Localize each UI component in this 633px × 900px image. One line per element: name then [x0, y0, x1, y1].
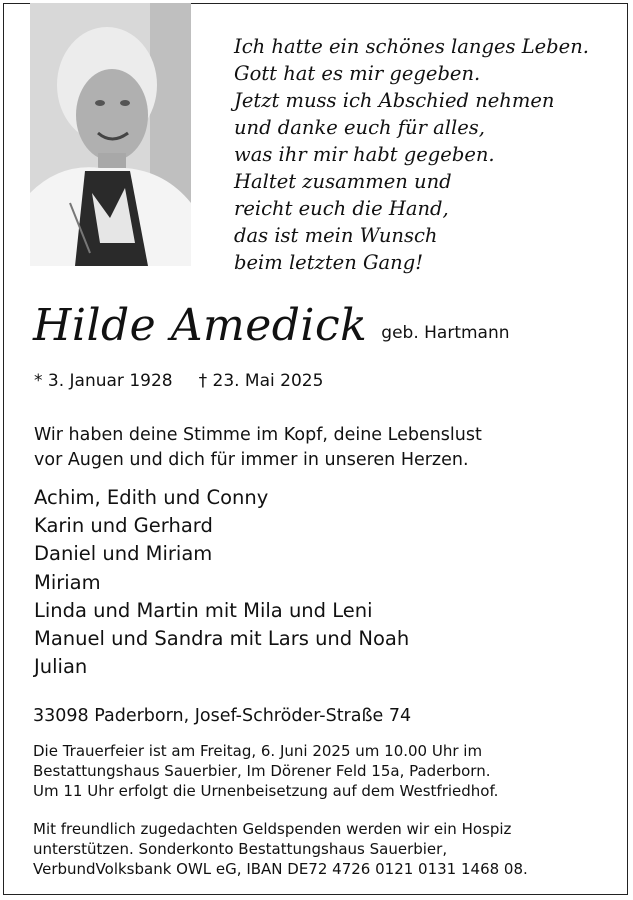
ceremony-line: Die Trauerfeier ist am Freitag, 6. Juni 2025 um 10.00 Uhr im — [33, 742, 483, 760]
portrait-photo — [30, 3, 191, 266]
family-member: Achim, Edith und Conny — [34, 486, 269, 509]
ceremony-notice — [33, 741, 618, 801]
donation-line: VerbundVolksbank OWL eG, IBAN DE72 4726 0121 0131 1468 08. — [33, 860, 528, 878]
family-list — [34, 484, 409, 681]
birth-date: * 3. Januar 1928 — [34, 371, 173, 391]
poem — [234, 33, 614, 276]
motto-line: Wir haben deine Stimme im Kopf, deine Lebenslust — [34, 425, 482, 445]
maiden-name: geb. Hartmann — [381, 323, 510, 343]
deceased-name: Hilde Amedick — [33, 300, 368, 351]
ceremony-line: Um 11 Uhr erfolgt die Urnenbeisetzung auf dem Westfriedhof. — [33, 782, 499, 800]
poem-line: beim letzten Gang! — [234, 251, 424, 274]
donation-line: Mit freundlich zugedachten Geldspenden werden wir ein Hospiz — [33, 820, 512, 838]
family-member: Julian — [34, 655, 88, 679]
poem-line: und danke euch für alles, — [234, 116, 485, 139]
poem-line: das ist mein Wunsch — [234, 224, 438, 247]
family-member: Miriam — [34, 570, 101, 594]
ceremony-line: Bestattungshaus Sauerbier, Im Dörener Feld 15a, Paderborn. — [33, 762, 491, 780]
poem-line: Ich hatte ein schönes langes Leben. — [234, 35, 589, 58]
poem-line: reicht euch die Hand, — [234, 197, 449, 220]
life-dates — [34, 371, 323, 391]
motto-line: vor Augen und dich für immer in unseren Herzen. — [34, 450, 469, 470]
donation-notice — [33, 819, 618, 879]
donation-line: unterstützen. Sonderkonto Bestattungshaus Sauerbier, — [33, 840, 448, 858]
address: 33098 Paderborn, Josef-Schröder-Straße 74 — [33, 706, 412, 726]
family-member: Karin und Gerhard — [34, 514, 213, 538]
poem-line: was ihr mir habt gegeben. — [234, 143, 495, 166]
family-member: Linda und Martin mit Mila und Leni — [34, 598, 373, 622]
motto — [34, 423, 614, 473]
name-row — [33, 298, 510, 354]
family-member: Daniel und Miriam — [34, 542, 213, 566]
death-date: † 23. Mai 2025 — [198, 371, 324, 391]
poem-line: Jetzt muss ich Abschied nehmen — [234, 89, 555, 112]
poem-line: Haltet zusammen und — [234, 170, 452, 193]
family-member: Manuel und Sandra mit Lars und Noah — [34, 627, 410, 651]
poem-line: Gott hat es mir gegeben. — [234, 62, 481, 85]
